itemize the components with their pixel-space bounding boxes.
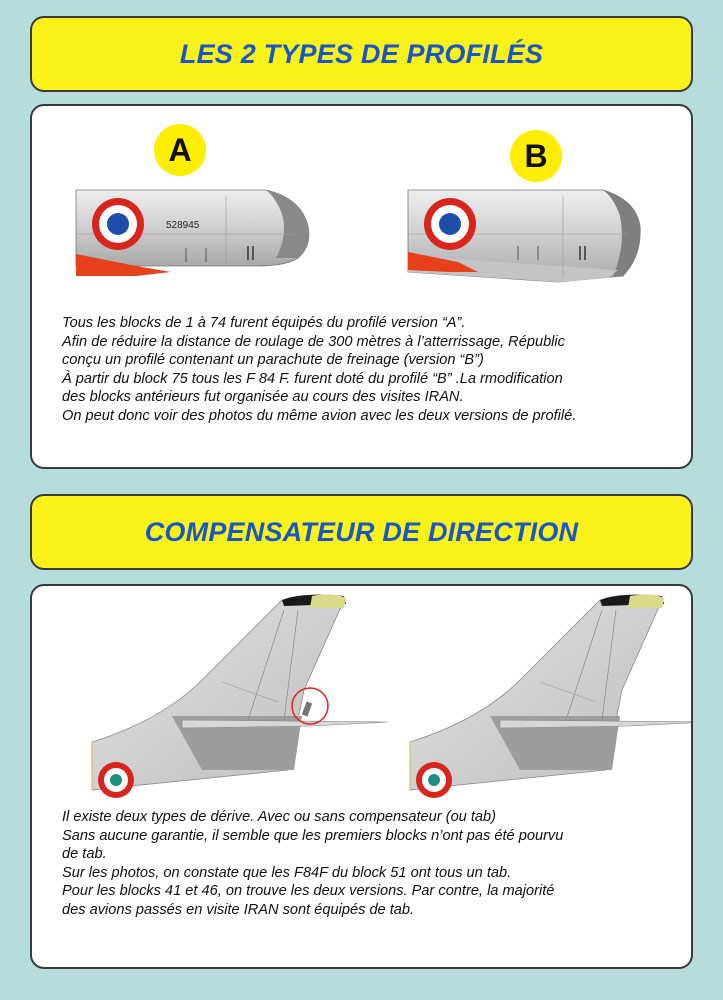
rudder-panel bbox=[30, 584, 693, 969]
paragraph-line: Sans aucune garantie, il semble que les premiers blocks n’ont pas été pourvu bbox=[62, 827, 564, 844]
paragraph-line: Afin de réduire la distance de roulage de 300 mètres à l’atterrissage, Républic bbox=[62, 333, 565, 350]
paragraph-line: des blocks antérieurs fut organisée au cours des visites IRAN. bbox=[62, 389, 464, 406]
section-title-banner-profiles bbox=[30, 16, 693, 92]
badge-b: B bbox=[510, 130, 562, 182]
tail-without-tab-illustration bbox=[402, 590, 682, 790]
paragraph-line: des avions passés en visite IRAN sont équipés de tab. bbox=[62, 901, 415, 918]
profiles-description bbox=[62, 314, 671, 426]
paragraph-line: On peut donc voir des photos du même avion avec les deux versions de profilé. bbox=[62, 407, 577, 424]
tail-with-tab-illustration bbox=[72, 590, 352, 790]
rudder-description bbox=[62, 808, 671, 920]
section-title-banner-rudder bbox=[30, 494, 693, 570]
paragraph-line: Pour les blocks 41 et 46, on trouve les deux versions. Par contre, la majorité bbox=[62, 883, 555, 900]
profiles-panel bbox=[30, 104, 693, 469]
paragraph-line: Sur les photos, on constate que les F84F du block 51 ont tous un tab. bbox=[62, 864, 512, 881]
paragraph-line: À partir du block 75 tous les F 84 F. furent doté du profilé “B” .La rmodification bbox=[62, 370, 563, 387]
paragraph-line: conçu un profilé contenant un parachute de freinage (version “B”) bbox=[62, 352, 484, 369]
section-title-profiles: LES 2 TYPES DE PROFILÉS bbox=[179, 38, 544, 69]
fuselage-profile-b-illustration bbox=[408, 186, 648, 286]
fuselage-profile-a-illustration bbox=[76, 186, 316, 286]
paragraph-line: Tous les blocks de 1 à 74 furent équipés du profilé version “A”. bbox=[62, 315, 466, 331]
paragraph-line: Il existe deux types de dérive. Avec ou sans compensateur (ou tab) bbox=[62, 809, 496, 825]
serial-number: 528945 bbox=[166, 220, 200, 231]
section-title-rudder: COMPENSATEUR DE DIRECTION bbox=[144, 516, 579, 547]
badge-a: A bbox=[154, 124, 206, 176]
paragraph-line: de tab. bbox=[62, 846, 107, 863]
